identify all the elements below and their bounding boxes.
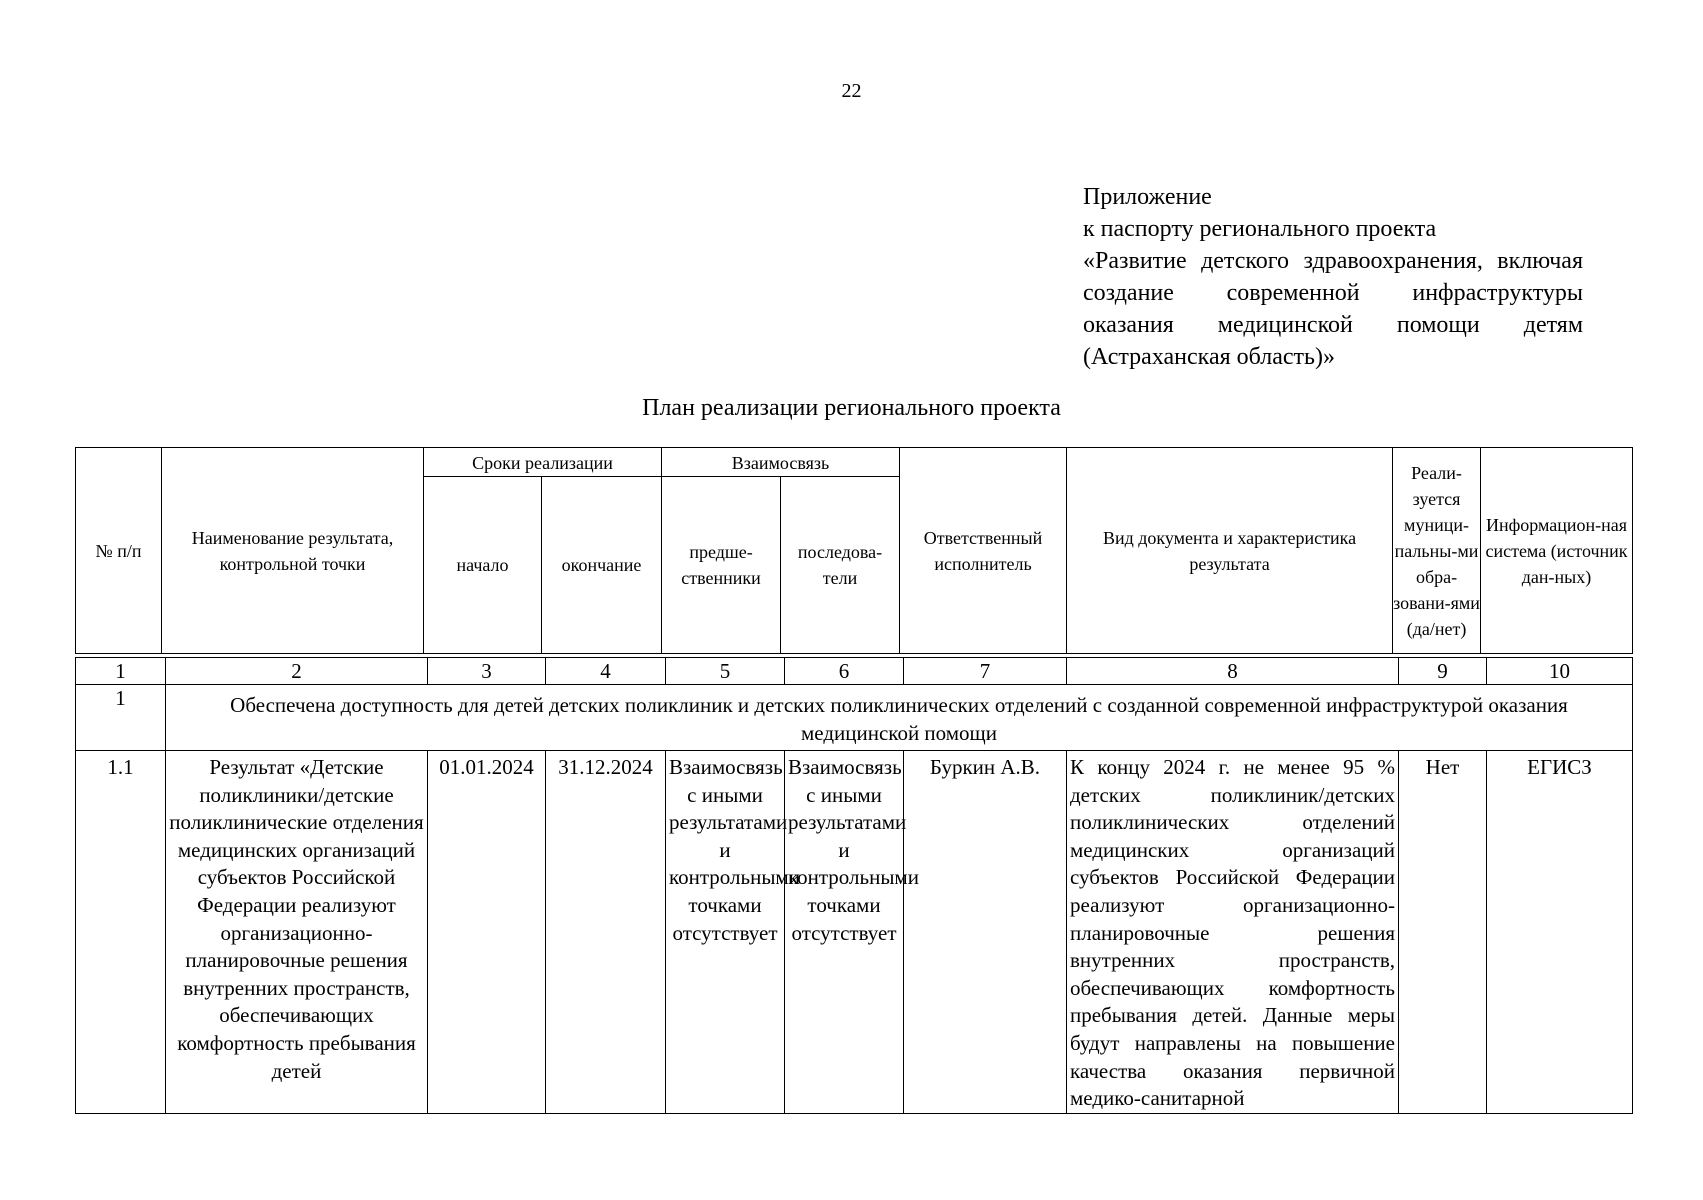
column-number: 2 (166, 658, 428, 685)
successors: Взаимосвязь с иными результатами и контрольными точками отсутствует (785, 751, 904, 1114)
result-name: Результат «Детские поликлиники/детские поликлинические отделения медицинских организаций субъектов Российской Федерации реализуют организационно-планировочные решения внутренних пространств, обеспечивающих комфортность пребывания детей (166, 751, 428, 1114)
header-num: № п/п (76, 448, 162, 654)
header-responsible: Ответственный исполнитель (900, 448, 1067, 654)
column-number: 3 (428, 658, 546, 685)
predecessors: Взаимосвязь с иными результатами и контрольными точками отсутствует (666, 751, 785, 1114)
column-number: 8 (1067, 658, 1399, 685)
column-number: 5 (666, 658, 785, 685)
section-row (76, 685, 1633, 751)
appendix-project-name: «Развитие детского здравоохранения, включая создание современной инфраструктуры оказания медицинской помощи детям (Астраханская область)» (1083, 248, 1583, 370)
column-number: 9 (1399, 658, 1487, 685)
header-name: Наименование результата, контрольной точки (162, 448, 424, 654)
start-date: 01.01.2024 (428, 751, 546, 1114)
column-number: 1 (76, 658, 166, 685)
header-terms: Сроки реализации (424, 448, 662, 477)
section-title: Обеспечена доступность для детей детских поликлиник и детских поликлинических отделений с созданной современной инфраструктурой оказания медицинской помощи (166, 685, 1633, 751)
header-doc-type: Вид документа и характеристика результата (1067, 448, 1393, 654)
plan-title: План реализации регионального проекта (642, 395, 1061, 421)
appendix-title: Приложение (1083, 184, 1212, 210)
header-municipal: Реали-зуется муници-пальны-ми обра-зовани-ями (да/нет) (1393, 448, 1481, 654)
column-number: 6 (785, 658, 904, 685)
section-num: 1 (76, 685, 166, 751)
table-header (75, 447, 1633, 654)
municipal-flag: Нет (1399, 751, 1487, 1114)
document-description: К концу 2024 г. не менее 95 % детских поликлиник/детских поликлинических отделений медицинских организаций субъектов Российской Федерации реализуют организационно-планировочные решения внутренних пространств, обеспечивающих комфортность пребывания детей. Данные меры будут направлены на повышение качества оказания первичной медико-санитарной (1067, 751, 1399, 1114)
header-relation: Взаимосвязь (662, 448, 900, 477)
column-number: 4 (546, 658, 666, 685)
header-successors: последова-тели (781, 477, 900, 654)
table-row (76, 751, 1633, 1114)
column-number: 10 (1487, 658, 1633, 685)
appendix-header (1083, 181, 1583, 373)
end-date: 31.12.2024 (546, 751, 666, 1114)
header-start: начало (424, 477, 542, 654)
info-system: ЕГИСЗ (1487, 751, 1633, 1114)
row-num: 1.1 (76, 751, 166, 1114)
header-info-system: Информацион-ная система (источник дан-ных) (1481, 448, 1633, 654)
responsible: Буркин А.В. (904, 751, 1067, 1114)
page-number: 22 (841, 80, 862, 102)
appendix-line2: к паспорту регионального проекта (1083, 216, 1437, 242)
column-number-row (76, 658, 1633, 685)
header-end: окончание (542, 477, 662, 654)
table-body (75, 657, 1633, 1114)
column-number: 7 (904, 658, 1067, 685)
header-predecessors: предше-ственники (662, 477, 781, 654)
